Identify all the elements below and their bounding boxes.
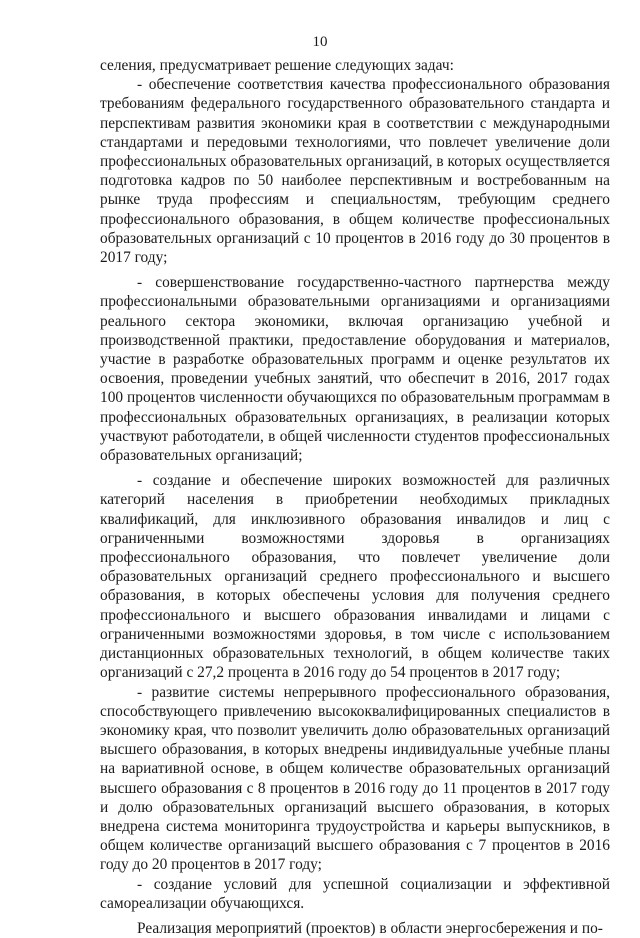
document-body [100, 56, 610, 938]
paragraph-task-inclusive: - создание и обеспечение широких возможностей для различных категорий населения в приобретении необходимых прикладных квалификаций, для инклюзивного образования инвалидов и лиц с ограниченными возможностями здоровья в организациях профессионального образования, что повлечет увеличение доли образовательных организаций среднего профессионального и высшего образования, в которых обеспечены условия для получения среднего профессионального и высшего образования инвалидами и лицами с ограниченными возможностями здоровья, в том числе с использованием дистанционных образовательных технологий, в общем количестве таких организаций с 27,2 процента в 2016 году до 54 процентов в 2017 году; [100, 472, 610, 682]
paragraph-task-partnership: - совершенствование государственно-частного партнерства между профессиональными образовательными организациями и организациями реального сектора экономики, включая организацию учебной и производственной практики, предоставление оборудования и материалов, участие в разработке образовательных программ и оценке результатов их освоения, проведении учебных занятий, что обеспечит в 2016, 2017 годах 100 процентов численности обучающихся по образовательным программам в профессиональных образовательных организациях, в реализации которых участвуют работодатели, в общей численности студентов профессиональных образовательных организаций; [100, 274, 610, 465]
page-number: 10 [312, 34, 328, 50]
paragraph-task-continuous-education: - развитие системы непрерывного профессионального образования, способствующего привлечению высококвалифицированных специалистов в экономику края, что позволит увеличить долю образовательных организаций высшего образования, в которых внедрены индивидуальные учебные планы на вариативной основе, в общем количестве образовательных организаций высшего образования с 8 процентов в 2016 году до 11 процентов в 2017 году и долю образовательных организаций высшего образования, в которых внедрена система мониторинга трудоустройства и карьеры выпускников, в общем количестве организаций высшего образования с 7 процентов в 2016 году до 20 процентов в 2017 году; [100, 683, 610, 874]
paragraph-intro: селения, предусматривает решение следующих задач: [100, 57, 454, 74]
paragraph-task-quality: - обеспечение соответствия качества профессионального образования требованиям федерального государственного образовательного стандарта и перспективам развития экономики края в соответствии с международными стандартами и передовыми технологиями, что повлечет увеличение доли профессиональных образовательных организаций, в которых осуществляется подготовка кадров по 50 наиболее перспективным и востребованным на рынке труда профессиям и специальностям, требующим среднего профессионального образования, в общем количестве профессиональных образовательных организаций с 10 процентов в 2016 году до 30 процентов в 2017 году; [100, 76, 610, 267]
paragraph-energy-saving: Реализация мероприятий (проектов) в области энергосбережения и по- [137, 919, 603, 937]
paragraph-task-socialization: - создание условий для успешной социализации и эффективной самореализации обучающихся. [100, 875, 610, 912]
